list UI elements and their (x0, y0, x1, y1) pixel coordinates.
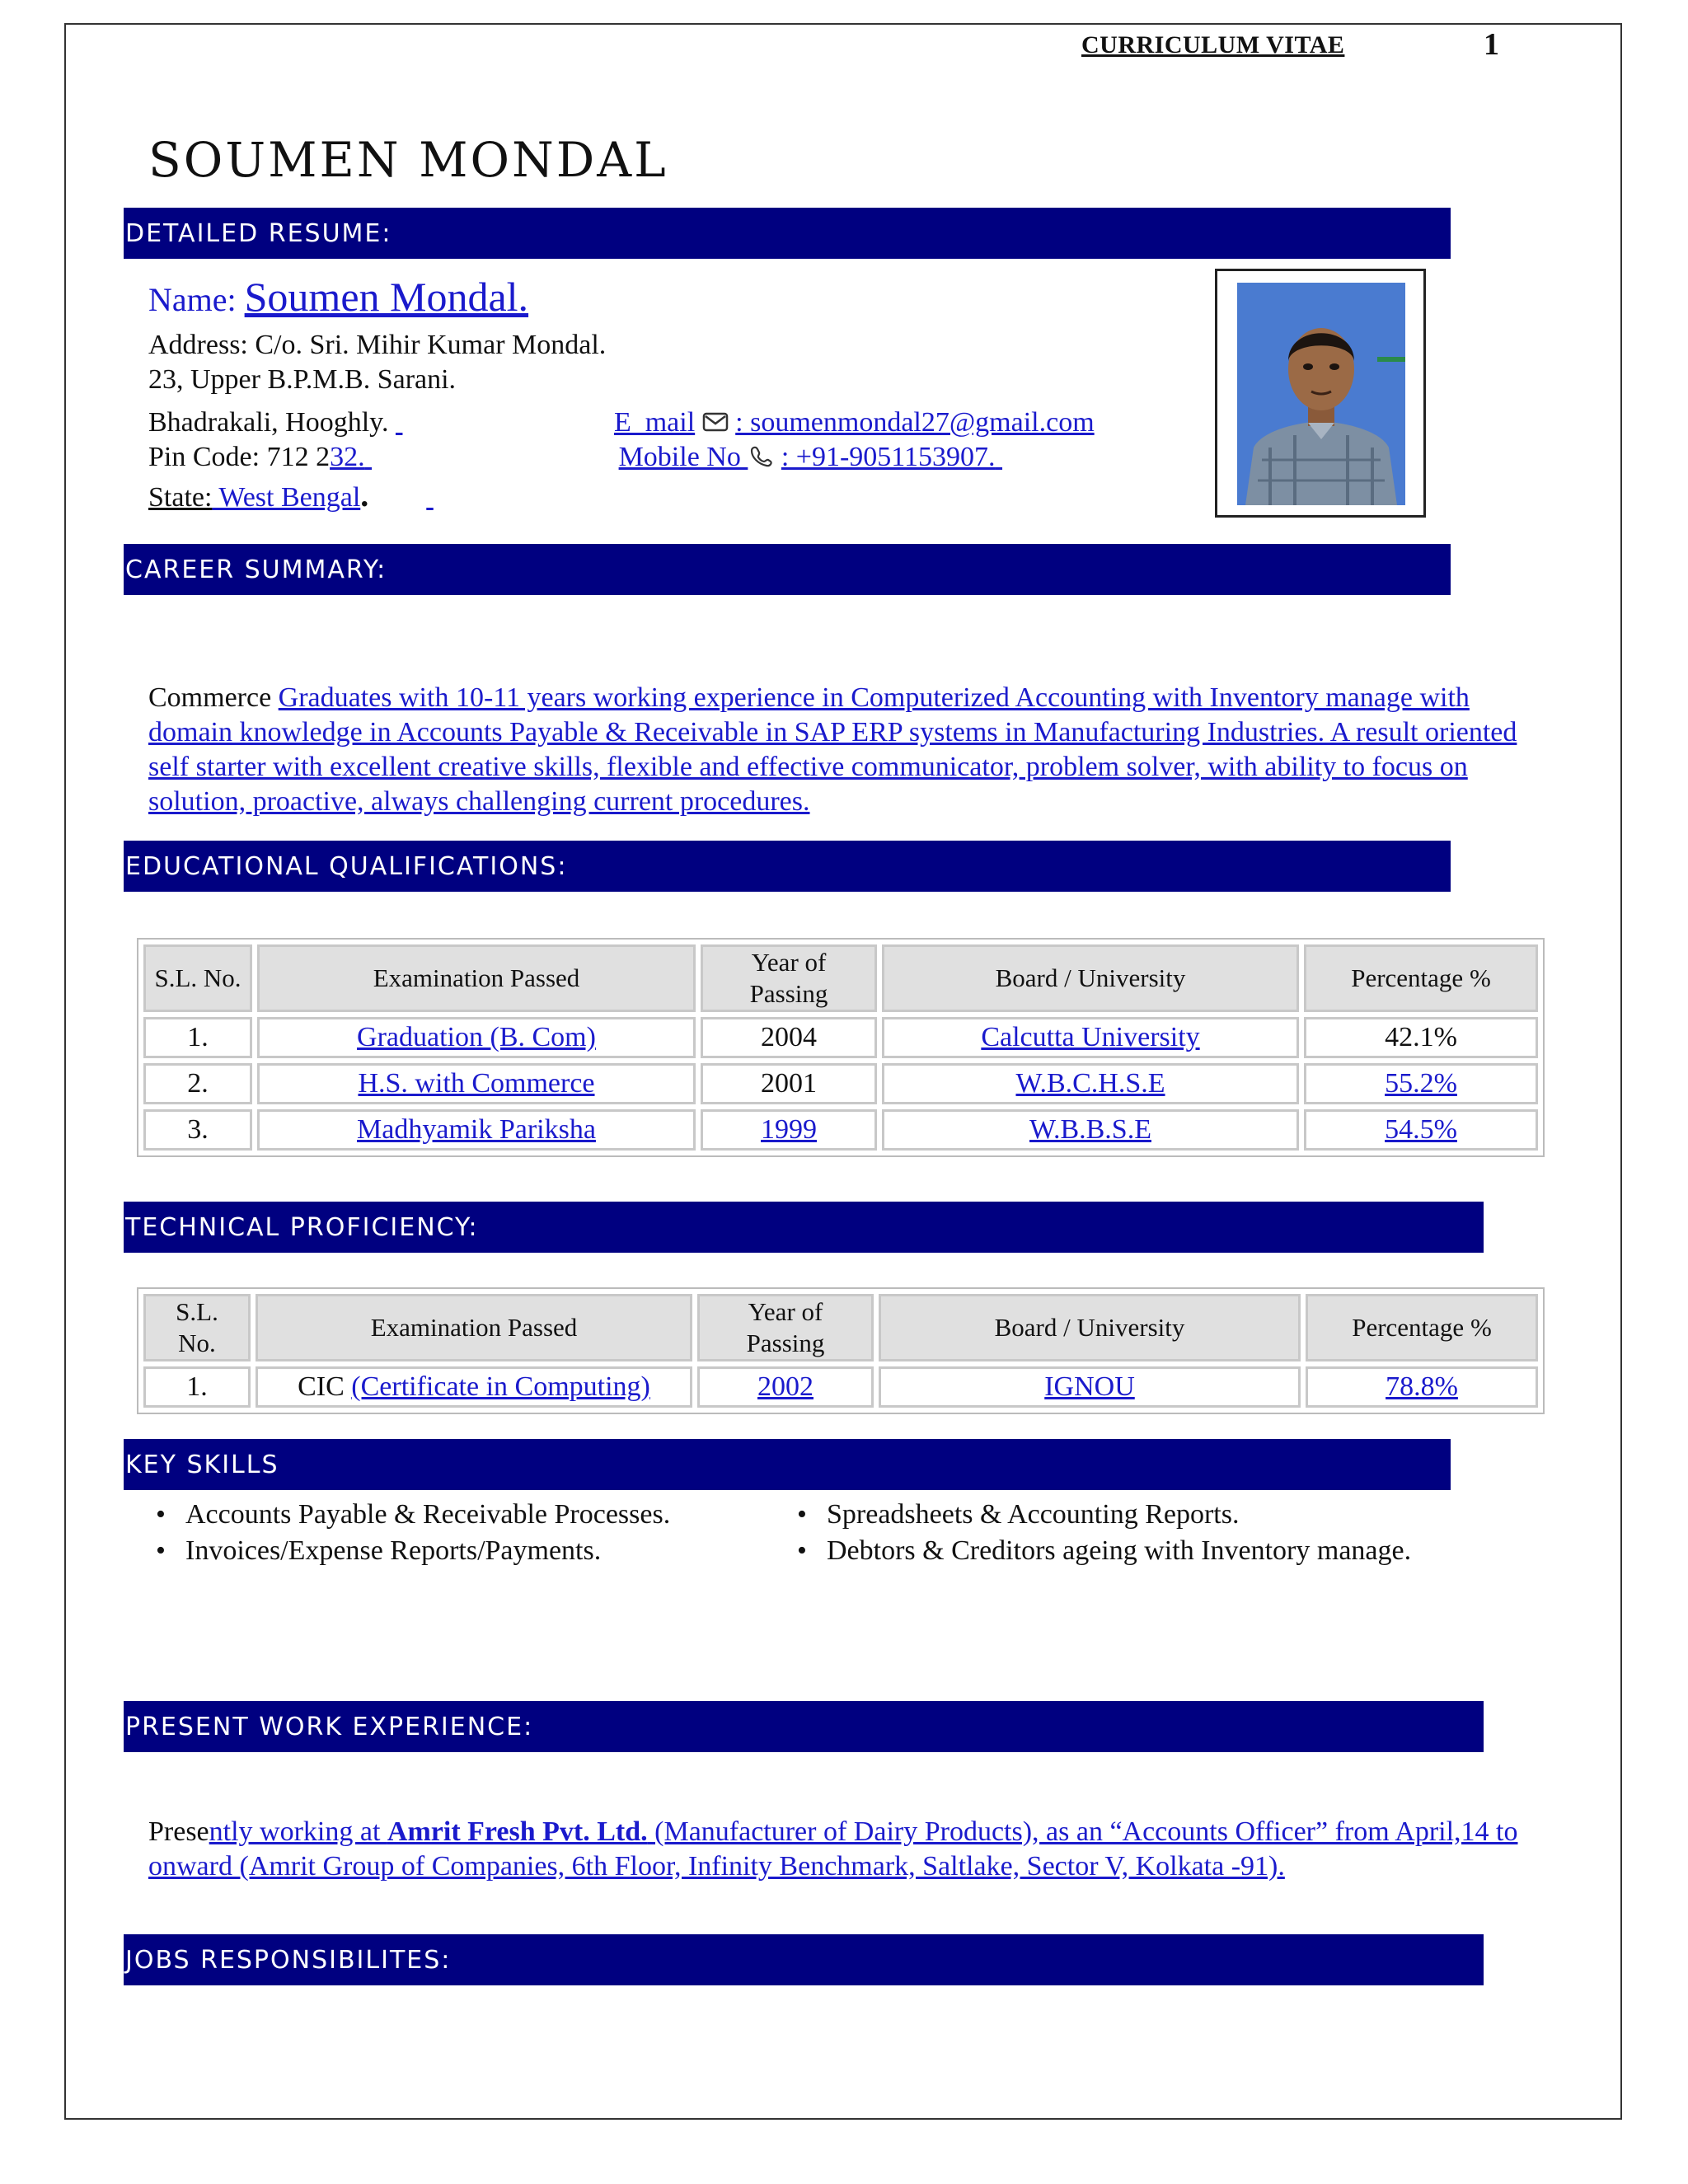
header-examination: Examination Passed (256, 1294, 692, 1361)
profile-photo (1237, 283, 1405, 505)
address-line-3: Bhadrakali, Hooghly. (148, 407, 396, 438)
list-item: • Spreadsheets & Accounting Reports. (797, 1499, 1240, 1530)
section-job-responsibilities: JOBS RESPONSIBILITES: (124, 1934, 1484, 1985)
technical-table (137, 1287, 1545, 1414)
header-sl-no: S.L. No. (143, 944, 252, 1012)
page-title: SOUMEN MONDAL (148, 132, 668, 188)
profile-photo-frame (1215, 269, 1426, 518)
section-technical-proficiency: TECHNICAL PROFICIENCY: (124, 1202, 1484, 1253)
phone-icon (748, 442, 774, 476)
section-career-summary: CAREER SUMMARY: (124, 544, 1451, 595)
education-table (137, 938, 1545, 1157)
section-key-skills: KEY SKILLS (124, 1439, 1451, 1490)
list-item: • Debtors & Creditors ageing with Inventory manage. (797, 1535, 1412, 1566)
skills-left-list (136, 1497, 787, 1569)
mobile-label: Mobile No (618, 442, 748, 472)
address-email-line (148, 405, 1220, 442)
mobile-number[interactable]: : +91-9051153907. (781, 442, 996, 472)
email-label: E_mail (613, 407, 696, 438)
header-examination: Examination Passed (257, 944, 696, 1012)
name-value: Soumen Mondal. (244, 274, 529, 320)
skills-right-list (777, 1497, 1601, 1569)
state-label: State: (148, 482, 213, 513)
state-line: State: West Bengal. (148, 476, 369, 513)
list-item: • Accounts Payable & Receivable Processes. (156, 1499, 671, 1530)
section-present-work: PRESENT WORK EXPERIENCE: (124, 1701, 1484, 1752)
pin-mobile-line (148, 440, 1220, 476)
table-header-row (143, 944, 1538, 1012)
name-label: Name: (148, 281, 245, 318)
header-percentage: Percentage % (1304, 944, 1538, 1012)
header-year: Year of Passing (697, 1294, 874, 1361)
cv-header: CURRICULUM VITAE (1081, 31, 1345, 59)
table-row: 3. Madhyamik Pariksha 1999 W.B.B.S.E 54.5% (143, 1109, 1538, 1151)
envelope-icon (702, 407, 729, 442)
header-year: Year of Passing (701, 944, 877, 1012)
pin-code-suffix: 32. (330, 442, 365, 472)
email-link[interactable]: : soumenmondal27@gmail.com (735, 407, 1095, 438)
career-summary-text: Commerce Graduates with 10-11 years working experience in Computerized Accounting with Inventory manage with domain knowledge in Accounts Payable & Receivable in SAP ERP systems in Manufacturing Industries. A result oriented self starter with excellent creative skills, flexible and effective communicator, problem solver, with ability to focus on solution, proactive, always challenging current procedures. (148, 682, 1517, 817)
work-experience-text: Presently working at Amrit Fresh Pvt. Ltd. (Manufacturer of Dairy Products), as an “Accounts Officer” from April,14 to onward (Amrit Group of Companies, 6th Floor, Infinity Benchmark, Saltlake, Sector V, Kolkata -91). (148, 1816, 1518, 1882)
name-line (148, 274, 529, 320)
section-detailed-resume: DETAILED RESUME: (124, 208, 1451, 259)
table-header-row (143, 1294, 1538, 1361)
table-row: 1. CIC (Certificate in Computing) 2002 IGNOU 78.8% (143, 1366, 1538, 1408)
table-row: 1. Graduation (B. Com) 2004 Calcutta University 42.1% (143, 1017, 1538, 1058)
pin-code-prefix: Pin Code: 712 2 (148, 442, 331, 472)
address-line-1: Address: C/o. Sri. Mihir Kumar Mondal. (148, 330, 607, 360)
header-sl-no: S.L. No. (143, 1294, 251, 1361)
list-item: • Invoices/Expense Reports/Payments. (156, 1535, 602, 1566)
state-value: West Bengal (212, 482, 361, 513)
header-board: Board / University (882, 944, 1299, 1012)
company-name: Amrit Fresh Pvt. Ltd. (387, 1816, 648, 1847)
address-line-2: 23, Upper B.P.M.B. Sarani. (148, 364, 457, 395)
header-percentage: Percentage % (1306, 1294, 1538, 1361)
section-educational-qualifications: EDUCATIONAL QUALIFICATIONS: (124, 841, 1451, 892)
table-row: 2. H.S. with Commerce 2001 W.B.C.H.S.E 55.2% (143, 1063, 1538, 1104)
header-board: Board / University (879, 1294, 1301, 1361)
page-number: 1 (1484, 27, 1499, 62)
